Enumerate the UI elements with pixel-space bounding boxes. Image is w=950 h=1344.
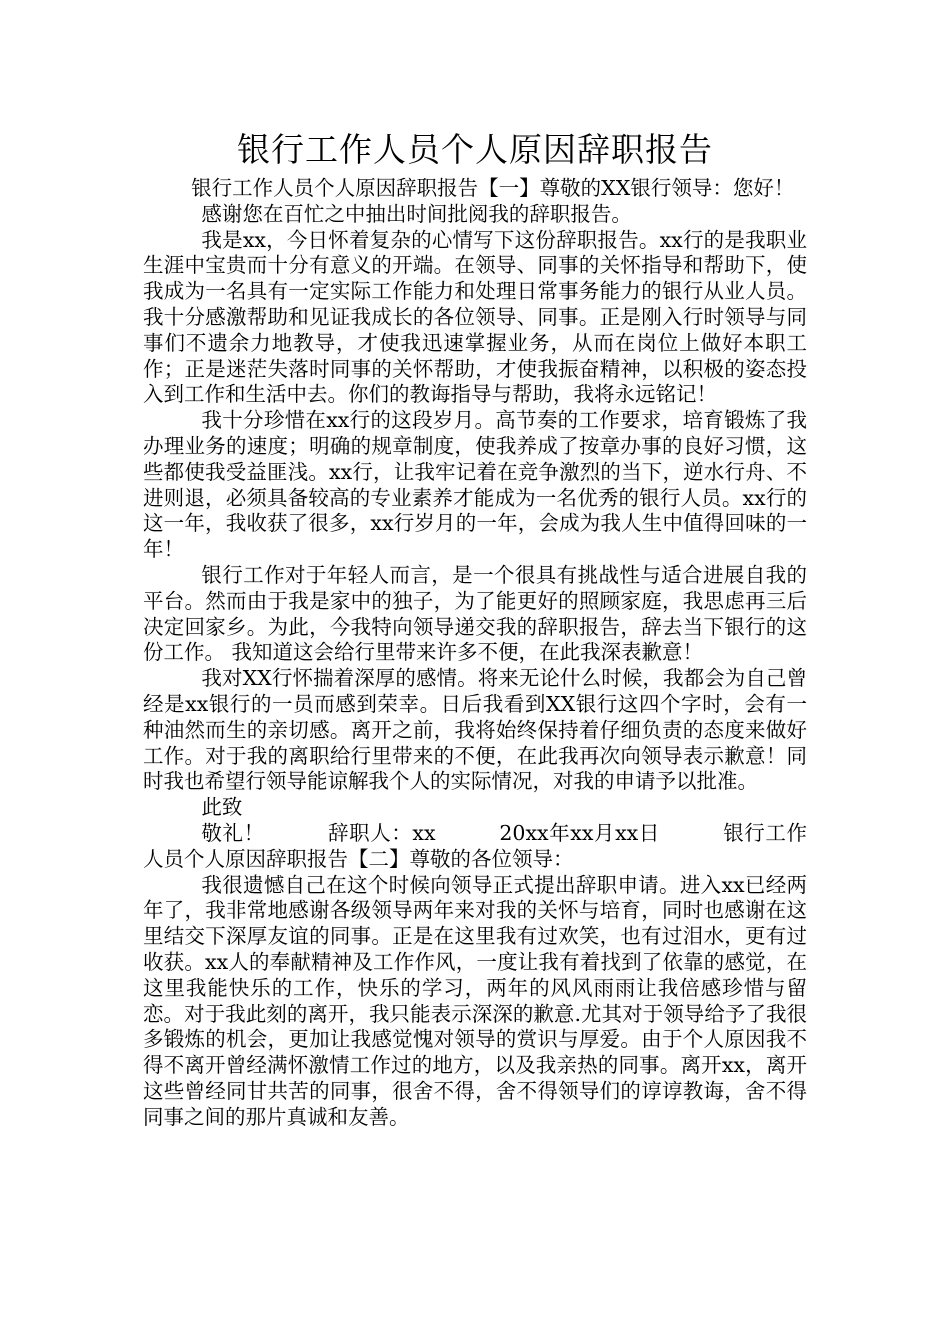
paragraph-thanks: 感谢您在百忙之中抽出时间批阅我的辞职报告。 [201,201,632,226]
paragraph-reason: 银行工作对于年轻人而言，是一个很具有挑战性与适合进展自我的平台。然而由于我是家中的独子，为了能更好的照顾家庭，我思虑再三后决定回家乡。为此，今我特向领导递交我的辞职报告，辞去当下银行的这份工作。 我知道这会给行里带来许多不便，在此我深表歉意！ [143,562,807,665]
paragraph-closing: 此致 [201,795,243,820]
paragraph-salutation-1: 银行工作人员个人原因辞职报告【一】尊敬的XX银行领导：您好！ [191,176,795,200]
paragraph-gratitude: 我对XX行怀揣着深厚的感情。将来无论什么时候，我都会为自己曾经是xx银行的一员而感到荣幸。日后我看到XX银行这四个字时，会有一种油然而生的亲切感。离开之前，我将始终保持着仔细负责的态度来做好工作。对于我的离职给行里带来的不便，在此我再次向领导表示歉意！同时我也希望行领导能谅解我个人的实际情况，对我的申请予以批准。 [143,666,807,794]
paragraph-introduction: 我是xx，今日怀着复杂的心情写下这份辞职报告。xx行的是我职业生涯中宝贵而十分有意义的开端。在领导、同事的关怀指导和帮助下，使我成为一名具有一定实际工作能力和处理日常事务能力的银行从业人员。我十分感激帮助和见证我成长的各位领导、同事。正是刚入行时领导与同事们不遗余力地教导，才使我迅速掌握业务，从而在岗位上做好本职工作；正是迷茫失落时同事的关怀帮助，才使我振奋精神，以积极的姿态投入到工作和生活中去。你们的教诲指导与帮助，我将永远铭记！ [143,227,807,407]
document-title: 银行工作人员个人原因辞职报告 [237,130,713,169]
paragraph-cherish: 我十分珍惜在xx行的这段岁月。高节奏的工作要求，培育锻炼了我办理业务的速度；明确的规章制度，使我养成了按章办事的良好习惯，这些都使我受益匪浅。xx行，让我牢记着在竞争激烈的当下，逆水行舟、不进则退，必须具备较高的专业素养才能成为一名优秀的银行人员。xx行的这一年，我收获了很多，xx行岁月的一年，会成为我人生中值得回味的一年！ [143,408,807,562]
paragraph-second-letter: 我很遗憾自己在这个时候向领导正式提出辞职申请。进入xx已经两年了，我非常地感谢各级领导两年来对我的关怀与培育，同时也感谢在这里结交下深厚友谊的同事。正是在这里我有过欢笑，也有过泪水，更有过收获。xx人的奉献精神及工作作风，一度让我有着找到了依靠的感觉，在这里我能快乐的工作，快乐的学习，两年的风风雨雨让我倍感珍惜与留恋。对于我此刻的离开，我只能表示深深的歉意.尤其对于领导给予了我很多锻炼的机会，更加让我感觉愧对领导的赏识与厚爱。由于个人原因我不得不离开曾经满怀激情工作过的地方，以及我亲热的同事。离开xx，离开这些曾经同甘共苦的同事，很舍不得，舍不得领导们的谆谆教诲，舍不得同事之间的那片真诚和友善。 [143,872,807,1129]
document-body [143,126,807,1130]
paragraph-signature-and-salutation-2: 敬礼！ 辞职人：xx 20xx年xx月xx日 银行工作人员个人原因辞职报告【二】尊敬的各位领导： [143,820,807,871]
